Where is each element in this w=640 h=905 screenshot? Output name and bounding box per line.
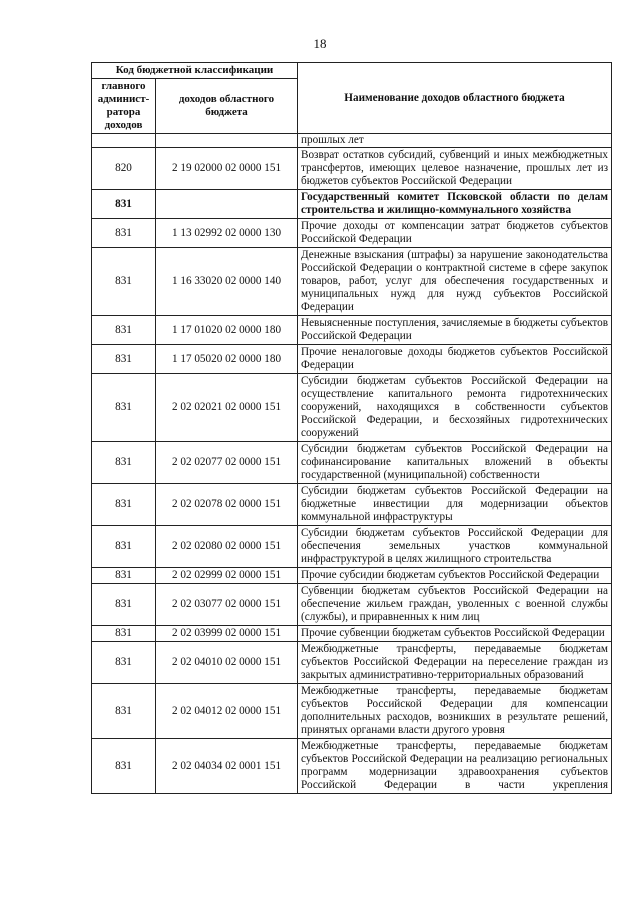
table-row (92, 568, 612, 584)
admin-code-cell: 831 (92, 316, 156, 345)
table-row (92, 374, 612, 442)
income-name-cell: Государственный комитет Псковской области по делам строительства и жилищно-коммунального хозяйства (298, 190, 612, 219)
admin-code-cell: 831 (92, 584, 156, 626)
income-name-cell: Субсидии бюджетам субъектов Российской Федерации для обеспечения земельных участков коммунальной инфраструктурой в целях жилищного строительства (298, 526, 612, 568)
income-code-cell: 2 02 03999 02 0000 151 (156, 626, 298, 642)
admin-code-cell: 831 (92, 219, 156, 248)
income-code-cell: 2 02 02080 02 0000 151 (156, 526, 298, 568)
admin-code-cell: 831 (92, 568, 156, 584)
header-admin: главного админист-ратора доходов (92, 79, 156, 134)
income-name-cell: Прочие доходы от компенсации затрат бюджетов субъектов Российской Федерации (298, 219, 612, 248)
admin-code-cell: 831 (92, 739, 156, 794)
income-code-cell (156, 134, 298, 148)
admin-code-cell: 831 (92, 684, 156, 739)
income-code-cell: 1 13 02992 02 0000 130 (156, 219, 298, 248)
admin-code-cell: 831 (92, 642, 156, 684)
income-name-cell: Прочие субвенции бюджетам субъектов Российской Федерации (298, 626, 612, 642)
table-row (92, 526, 612, 568)
income-code-cell: 2 02 03077 02 0000 151 (156, 584, 298, 626)
income-name-cell: Субсидии бюджетам субъектов Российской Федерации на софинансирование капитальных вложений в объекты государственной (муниципальной) собственности (298, 442, 612, 484)
income-name-cell: Субсидии бюджетам субъектов Российской Федерации на осуществление капитального ремонта гидротехнических сооружений, находящихся в собственности субъектов Российской Федерации, и бесхозяйных гидротехнических сооружений (298, 374, 612, 442)
admin-code-cell: 831 (92, 442, 156, 484)
income-name-cell: Межбюджетные трансферты, передаваемые бюджетам субъектов Российской Федерации на переселение граждан из закрытых административно-территориальных образований (298, 642, 612, 684)
income-code-cell: 2 02 02078 02 0000 151 (156, 484, 298, 526)
admin-code-cell: 820 (92, 148, 156, 190)
table-row (92, 484, 612, 526)
table-row (92, 739, 612, 794)
income-code-cell: 2 02 04012 02 0000 151 (156, 684, 298, 739)
admin-code-cell: 831 (92, 345, 156, 374)
income-name-cell: Невыясненные поступления, зачисляемые в бюджеты субъектов Российской Федерации (298, 316, 612, 345)
income-code-cell: 2 02 04010 02 0000 151 (156, 642, 298, 684)
table-row (92, 442, 612, 484)
table-row (92, 190, 612, 219)
table-body (92, 134, 612, 794)
income-name-cell: Субсидии бюджетам субъектов Российской Федерации на бюджетные инвестиции для модернизации объектов коммунальной инфраструктуры (298, 484, 612, 526)
admin-code-cell: 831 (92, 484, 156, 526)
income-name-cell: Межбюджетные трансферты, передаваемые бюджетам субъектов Российской Федерации на реализацию региональных программ модернизации здравоохранения субъектов Российской Федерации в части укрепления (298, 739, 612, 794)
table-row (92, 642, 612, 684)
income-name-cell: Возврат остатков субсидий, субвенций и иных межбюджетных трансфертов, имеющих целевое назначение, прошлых лет из бюджетов субъектов Российской Федерации (298, 148, 612, 190)
income-code-cell: 1 17 01020 02 0000 180 (156, 316, 298, 345)
header-budget-classification-code: Код бюджетной классификации (92, 63, 298, 79)
income-code-cell: 2 02 04034 02 0001 151 (156, 739, 298, 794)
income-name-cell: Прочие субсидии бюджетам субъектов Российской Федерации (298, 568, 612, 584)
admin-code-cell: 831 (92, 374, 156, 442)
page-number: 18 (313, 36, 327, 51)
income-code-cell (156, 190, 298, 219)
income-name-cell: Субвенции бюджетам субъектов Российской Федерации на обеспечение жильем граждан, уволенных с военной службы (службы), и приравненных к ним лиц (298, 584, 612, 626)
header-income: доходов областного бюджета (156, 79, 298, 134)
admin-code-cell: 831 (92, 248, 156, 316)
admin-code-cell: 831 (92, 190, 156, 219)
budget-classification-table (91, 62, 612, 794)
income-code-cell: 2 19 02000 02 0000 151 (156, 148, 298, 190)
income-code-cell: 1 17 05020 02 0000 180 (156, 345, 298, 374)
income-code-cell: 2 02 02021 02 0000 151 (156, 374, 298, 442)
header-name: Наименование доходов областного бюджета (298, 63, 612, 134)
table-row (92, 134, 612, 148)
table-row (92, 219, 612, 248)
income-code-cell: 2 02 02077 02 0000 151 (156, 442, 298, 484)
income-name-cell: Межбюджетные трансферты, передаваемые бюджетам субъектов Российской Федерации для компенсации дополнительных расходов, возникших в результате решений, принятых органами власти другого уровня (298, 684, 612, 739)
table-row (92, 626, 612, 642)
income-code-cell: 2 02 02999 02 0000 151 (156, 568, 298, 584)
income-name-cell: Денежные взыскания (штрафы) за нарушение законодательства Российской Федерации о контрактной системе в сфере закупок товаров, работ, услуг для обеспечения государственных и муниципальных нужд для нужд субъектов Российской Федерации (298, 248, 612, 316)
income-code-cell: 1 16 33020 02 0000 140 (156, 248, 298, 316)
table-row (92, 248, 612, 316)
admin-code-cell: 831 (92, 526, 156, 568)
table-row (92, 584, 612, 626)
table-row (92, 316, 612, 345)
table-row (92, 345, 612, 374)
table-header (92, 63, 612, 134)
table-row (92, 684, 612, 739)
income-name-cell: Прочие неналоговые доходы бюджетов субъектов Российской Федерации (298, 345, 612, 374)
table-row (92, 148, 612, 190)
admin-code-cell: 831 (92, 626, 156, 642)
admin-code-cell (92, 134, 156, 148)
income-name-cell: прошлых лет (298, 134, 612, 148)
